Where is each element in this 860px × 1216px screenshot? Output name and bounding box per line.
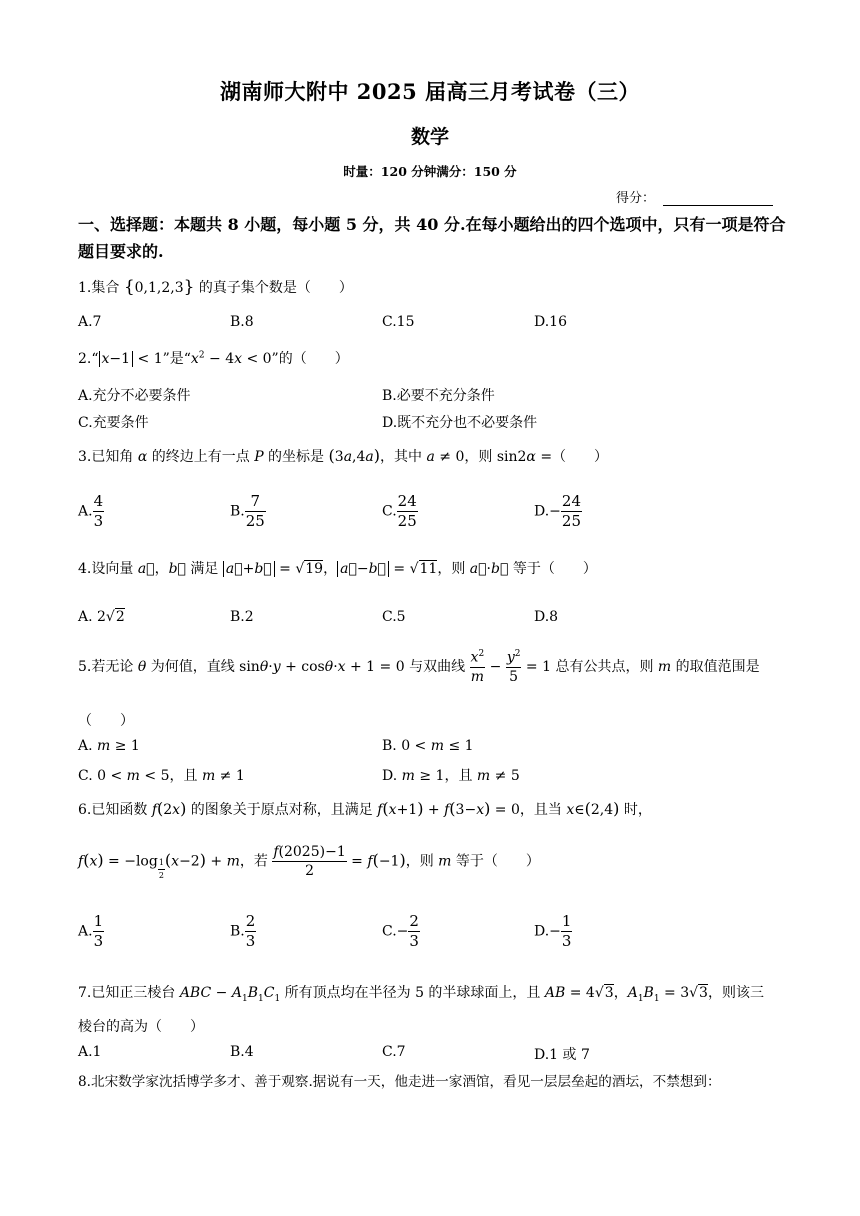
option-d[interactable]: D.8 (534, 609, 559, 625)
option-d[interactable]: D.16 (534, 314, 567, 330)
option-d[interactable]: D.− $\frac{1}{3}$ (534, 912, 572, 950)
option-c[interactable]: C.15 (382, 314, 415, 330)
question-8-stem: 8.北宋数学家沈括博学多才、善于观察.据说有一天，他走进一家酒馆，看见一层层垒起的酒坛，不禁想到： (78, 1074, 721, 1090)
question-6-stem-line2: f(x) = −log $_{\frac{1}{2}}$ (x−2) + m，若 $\frac{f(2025)-1}{2}$ = f(−1)，则 m 等于（ ） (78, 844, 540, 880)
question-5-options-row1 (78, 738, 786, 754)
option-c[interactable]: C.5 (382, 609, 406, 625)
fraction: $\frac{1}{3}$ (93, 912, 104, 950)
option-d[interactable]: D.− $\frac{24}{25}$ (534, 492, 581, 530)
option-c[interactable]: C.7 (382, 1044, 406, 1060)
question-1-stem: 1.集合 {0,1,2,3} 的真子集个数是（ ） (78, 277, 353, 297)
section-heading: 一、选择题：本题共 8 小题，每小题 5 分，共 40 分.在每小题给出的四个选项中，只有一项是符合题目要求的. (78, 215, 786, 261)
option-c[interactable]: C.− $\frac{2}{3}$ (382, 912, 419, 950)
option-b[interactable]: B. 0 < m ≤ 1 (382, 738, 474, 754)
option-d[interactable]: D. m ≥ 1，且 m ≠ 5 (382, 768, 520, 784)
option-b[interactable]: B.4 (230, 1044, 254, 1060)
time-info: 时量：120 分钟满分：150 分 (343, 164, 517, 179)
question-2-stem: 2.“ x−1 < 1”是“$x^2 - 4x < 0$”的（ ） (78, 350, 349, 367)
option-b[interactable]: B. $\frac{2}{3}$ (230, 912, 256, 950)
option-b[interactable]: B.必要不充分条件 (382, 388, 495, 404)
option-b[interactable]: B.2 (230, 609, 254, 625)
option-c[interactable]: C.充要条件 (78, 415, 149, 431)
fraction: $\frac{y^2}{5}$ (506, 649, 521, 685)
option-a[interactable]: A. 2√2 (78, 609, 125, 625)
fraction: $\frac{2}{3}$ (245, 912, 256, 950)
option-a[interactable]: A.1 (78, 1044, 102, 1060)
question-5-options-row2 (78, 765, 786, 785)
question-5-stem: 5.若无论 θ 为何值，直线 sinθ·y + cosθ·x + 1 = 0 与双曲线 $\frac{x^2}{m}$ − $\frac{y^2}{5}$ = 1 总有公共点，则 m 的取值范围是 (78, 649, 760, 685)
fraction: $\frac{2}{3}$ (409, 912, 419, 950)
exam-title: 湖南师大附中 2025 届高三月考试卷（三） (219, 79, 641, 104)
option-d[interactable]: D.1 或 7 (534, 1047, 590, 1063)
option-a[interactable]: A.7 (78, 314, 102, 330)
option-b[interactable]: B. $\frac{7}{25}$ (230, 492, 265, 530)
question-5-paren: （ ） (78, 713, 134, 729)
question-6-stem-line1: 6.已知函数 f(2x) 的图象关于原点对称，且满足 f(x+1) + f(3−x) = 0，且当 x∈(2,4) 时， (78, 799, 652, 818)
score-label: 得分： (616, 191, 656, 206)
option-a[interactable]: A. $\frac{1}{3}$ (78, 912, 104, 950)
question-4-stem: 4.设向量 a⃗，b⃗ 满足 a⃗+b⃗ = √19， a⃗−b⃗ = √11，则 a⃗·b⃗ 等于（ ） (78, 561, 597, 577)
option-c[interactable]: C. $\frac{24}{25}$ (382, 492, 417, 530)
score-field (616, 187, 773, 206)
exam-subject: 数学 (410, 126, 449, 148)
fraction: $\frac{4}{3}$ (93, 492, 104, 530)
option-a[interactable]: A. $\frac{4}{3}$ (78, 492, 104, 530)
question-3-stem: 3.已知角 α 的终边上有一点 P 的坐标是 (3a,4a)，其中 a ≠ 0，则 sin2α =（ ） (78, 446, 609, 465)
question-7-options (78, 1044, 786, 1064)
option-a[interactable]: A. m ≥ 1 (78, 738, 140, 754)
question-2-options-row1 (78, 385, 786, 405)
question-2-options-row2 (78, 412, 786, 432)
fraction: $\frac{7}{25}$ (245, 492, 265, 530)
question-4-options (78, 609, 786, 625)
question-7-stem-line2: 棱台的高为（ ） (78, 1019, 204, 1035)
option-a[interactable]: A.充分不必要条件 (78, 388, 191, 404)
question-6-options (78, 914, 786, 949)
fraction: $\frac{24}{25}$ (561, 492, 581, 530)
question-7-stem-line1: 7.已知正三棱台 ABC − $A_1B_1C_1$ 所有顶点均在半径为 5 的半球球面上，且 AB = 4√3，$A_1B_1 = 3√3$，则该三 (78, 985, 764, 1004)
score-blank[interactable] (663, 193, 773, 206)
option-c[interactable]: C. 0 < m < 5，且 m ≠ 1 (78, 768, 245, 784)
fraction: $\frac{1}{3}$ (561, 912, 572, 950)
question-3-options (78, 494, 786, 529)
question-1-options (78, 314, 786, 330)
option-b[interactable]: B.8 (230, 314, 254, 330)
fraction: $\frac{x^2}{m}$ (470, 649, 485, 685)
fraction: $\frac{24}{25}$ (397, 492, 417, 530)
fraction: $\frac{f(2025)-1}{2}$ (273, 844, 346, 879)
option-d[interactable]: D.既不充分也不必要条件 (382, 415, 538, 431)
